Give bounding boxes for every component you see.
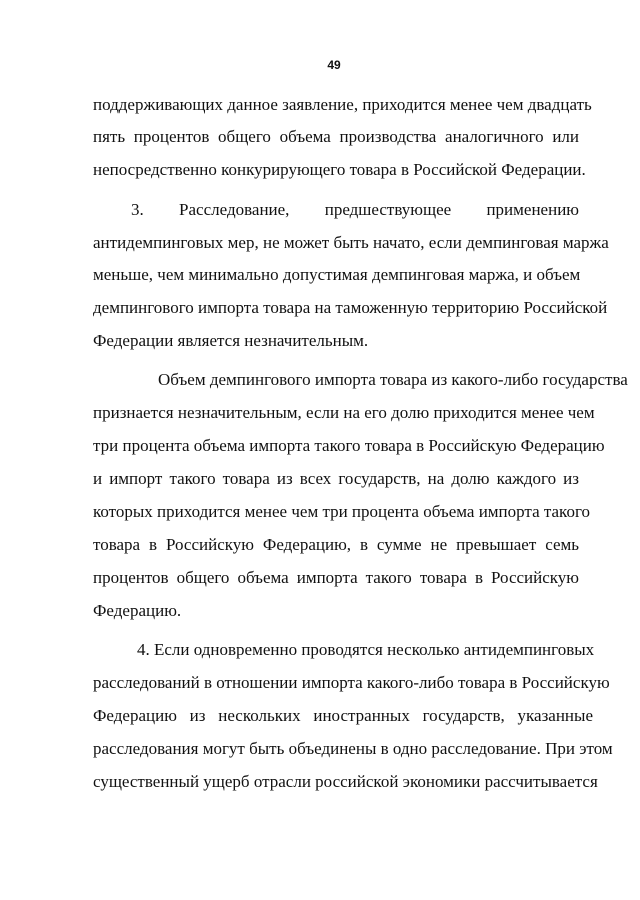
text-line: Федерации является незначительным. — [93, 331, 369, 350]
text-line: процентов общего объема импорта такого товара в Российскую — [93, 568, 579, 587]
text-line: Федерацию из нескольких иностранных государств, указанные — [93, 706, 593, 725]
text-line: 4. Если одновременно проводятся несколько антидемпинговых — [137, 640, 595, 659]
text-line: поддерживающих данное заявление, приходится менее чем двадцать — [93, 95, 592, 114]
text-line: Объем демпингового импорта товара из какого-либо государства — [158, 370, 628, 389]
text-line: существенный ущерб отрасли российской экономики рассчитывается — [93, 772, 598, 791]
text-line: антидемпинговых мер, не может быть начато, если демпинговая маржа — [93, 233, 609, 252]
text-line: пять процентов общего объема производства аналогичного или — [93, 127, 579, 146]
text-line: товара в Российскую Федерацию, в сумме не превышает семь — [93, 535, 579, 554]
text-line: 3. Расследование, предшествующее применению — [131, 200, 579, 219]
text-line: расследований в отношении импорта какого-либо товара в Российскую — [93, 673, 610, 692]
text-line: Федерацию. — [93, 601, 182, 620]
text-line: и импорт такого товара из всех государств, на долю каждого из — [93, 469, 579, 488]
text-line: которых приходится менее чем три процента объема импорта такого — [93, 502, 590, 521]
text-line: три процента объема импорта такого товара в Российскую Федерацию — [93, 436, 605, 455]
text-line: демпингового импорта товара на таможенную территорию Российской — [93, 298, 608, 317]
text-line: признается незначительным, если на его долю приходится менее чем — [93, 403, 595, 422]
text-line: расследования могут быть объединены в одно расследование. При этом — [93, 739, 613, 758]
text-line: непосредственно конкурирующего товара в Российской Федерации. — [93, 160, 586, 179]
page-number: 49 — [327, 58, 341, 72]
text-line: меньше, чем минимально допустимая демпинговая маржа, и объем — [93, 265, 581, 284]
